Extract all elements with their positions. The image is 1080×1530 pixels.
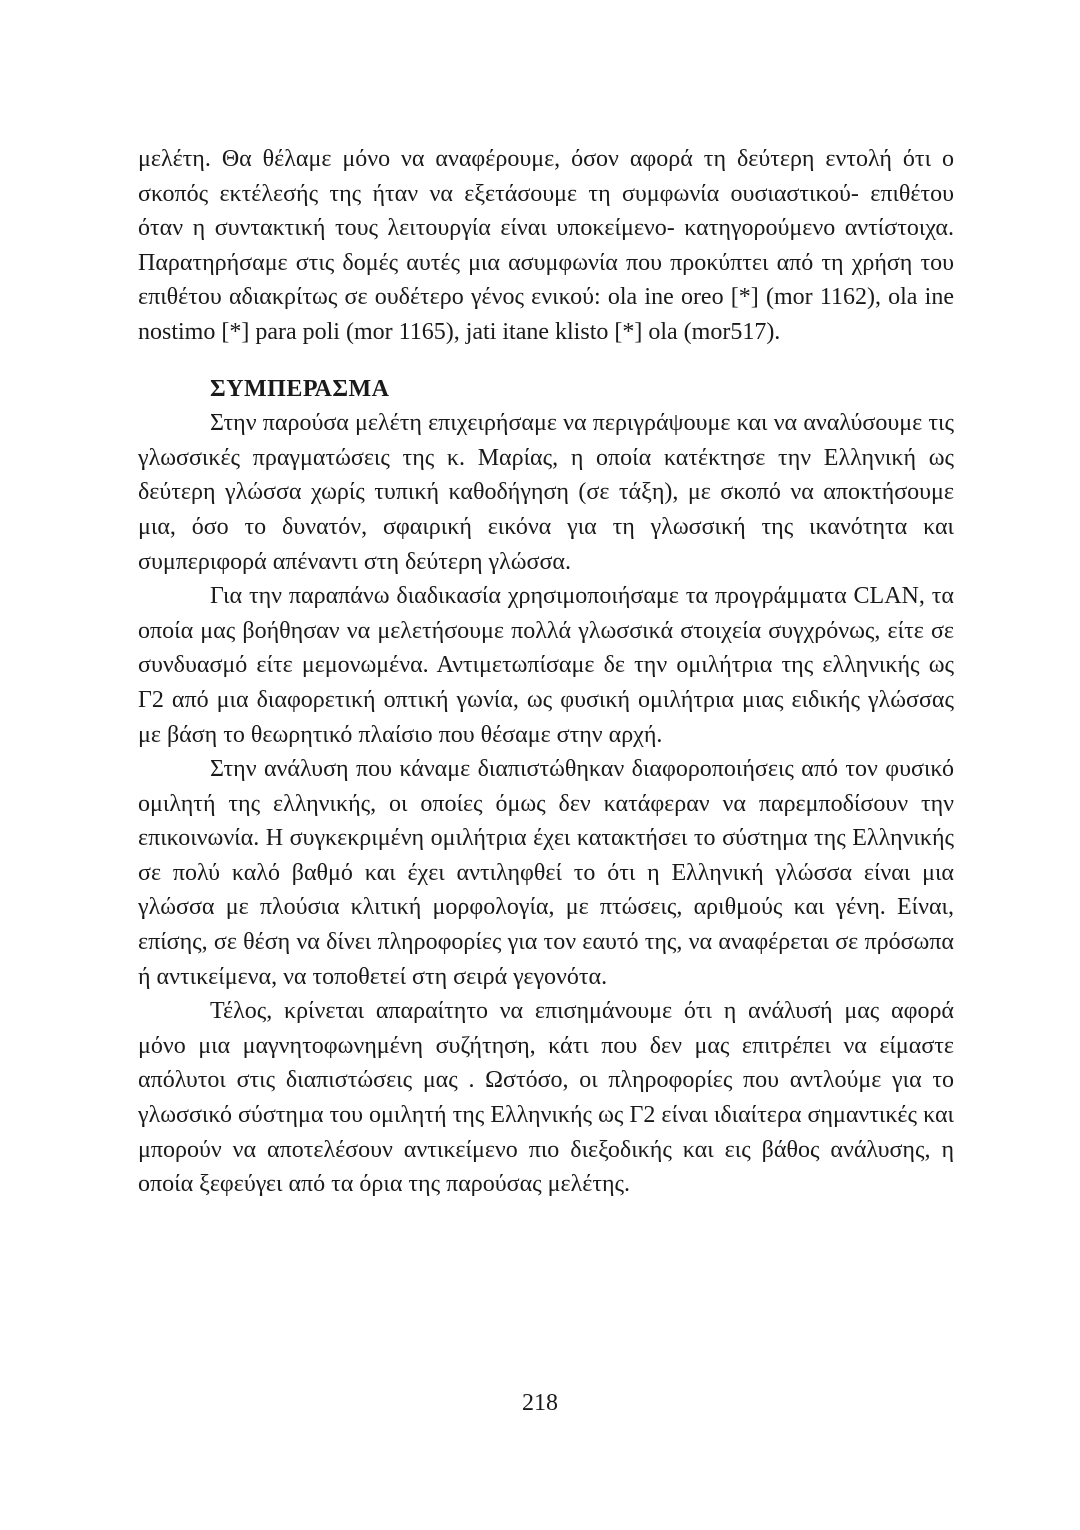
- paragraph-continuation: μελέτη. Θα θέλαμε μόνο να αναφέρουμε, όσον αφορά τη δεύτερη εντολή ότι ο σκοπός εκτέλεσής της ήταν να εξετάσουμε τη συμφωνία ουσιαστικού- επιθέτου όταν η συντακτική τους λειτουργία είναι υποκείμενο- κατηγορούμενο αντίστοιχα. Παρατηρήσαμε στις δομές αυτές μια ασυμφωνία που προκύπτει από τη χρήση του επιθέτου αδιακρίτως σε ουδέτερο γένος ενικού: ola ine oreo [*] (mor 1162), ola ine nostimo [*] para poli (mor 1165), jati itane klisto [*] ola (mor517).: [138, 146, 954, 345]
- page-number: 218: [522, 1390, 558, 1416]
- page-body: [138, 142, 954, 1202]
- paragraph-conclusion-2: Για την παραπάνω διαδικασία χρησιμοποιήσαμε τα προγράμματα CLAN, τα οποία μας βοήθησαν να μελετήσουμε πολλά γλωσσικά στοιχεία συγχρόνως, είτε σε συνδυασμό είτε μεμονωμένα. Αντιμετωπίσαμε δε την ομιλήτρια της ελληνικής ως Γ2 από μια διαφορετική οπτική γωνία, ως φυσική ομιλήτρια μιας ειδικής γλώσσας με βάση το θεωρητικό πλαίσιο που θέσαμε στην αρχή.: [138, 583, 954, 748]
- section-heading: ΣΥΜΠΕΡΑΣΜΑ: [210, 375, 390, 402]
- paragraph-conclusion-3: Στην ανάλυση που κάναμε διαπιστώθηκαν διαφοροποιήσεις από τον φυσικό ομιλητή της ελληνικής, οι οποίες όμως δεν κατάφεραν να παρεμποδίσουν την επικοινωνία. Η συγκεκριμένη ομιλήτρια έχει κατακτήσει το σύστημα της Ελληνικής σε πολύ καλό βαθμό και έχει αντιληφθεί το ότι η Ελληνική γλώσσα είναι μια γλώσσα με πλούσια κλιτική μορφολογία, με πτώσεις, αριθμούς και γένη. Είναι, επίσης, σε θέση να δίνει πληροφορίες για τον εαυτό της, να αναφέρεται σε πρόσωπα ή αντικείμενα, να τοποθετεί στη σειρά γεγονότα.: [138, 756, 954, 990]
- paragraph-conclusion-4: Τέλος, κρίνεται απαραίτητο να επισημάνουμε ότι η ανάλυσή μας αφορά μόνο μια μαγνητοφωνημένη συζήτηση, κάτι που δεν μας επιτρέπει να είμαστε απόλυτοι στις διαπιστώσεις μας . Ωστόσο, οι πληροφορίες που αντλούμε για το γλωσσικό σύστημα του ομιλητή της Ελληνικής ως Γ2 είναι ιδιαίτερα σημαντικές και μπορούν να αποτελέσουν αντικείμενο πιο διεξοδικής και εις βάθος ανάλυσης, η οποία ξεφεύγει από τα όρια της παρούσας μελέτης.: [138, 998, 954, 1198]
- paragraph-conclusion-1: Στην παρούσα μελέτη επιχειρήσαμε να περιγράψουμε και να αναλύσουμε τις γλωσσικές πραγματώσεις της κ. Μαρίας, η οποία κατέκτησε την Ελληνική ως δεύτερη γλώσσα χωρίς τυπική καθοδήγηση (σε τάξη), με σκοπό να αποκτήσουμε μια, όσο το δυνατόν, σφαιρική εικόνα για τη γλωσσική της ικανότητα και συμπεριφορά απέναντι στη δεύτερη γλώσσα.: [138, 410, 954, 575]
